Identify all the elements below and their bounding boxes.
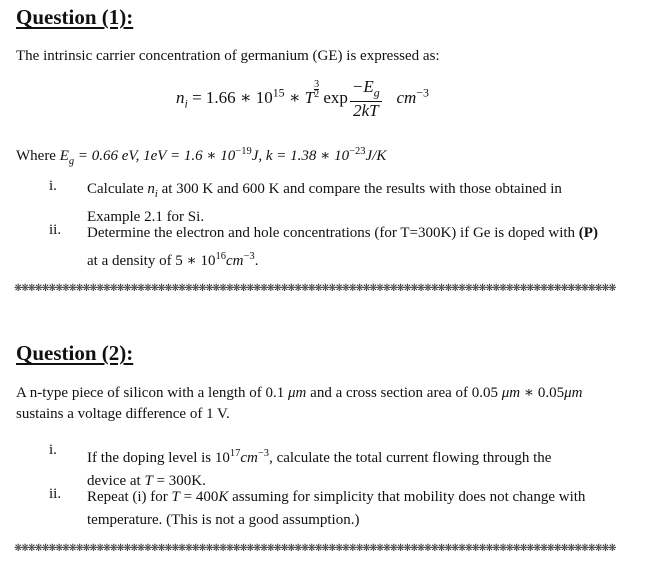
q1-item-ii-number: ii.	[49, 222, 62, 238]
separator-1: ❋❋❋❋❋❋❋❋❋❋❋❋❋❋❋❋❋❋❋❋❋❋❋❋❋❋❋❋❋❋❋❋❋❋❋❋❋❋❋❋❋❋❋❋❋❋❋❋❋❋❋❋❋❋❋❋❋❋❋❋❋❋❋❋❋❋❋❋❋❋❋❋❋❋❋❋❋❋❋❋❋❋❋❋❋❋❋❋	[14, 283, 615, 294]
question-2-intro: A n-type piece of silicon with a length of 0.1 μm and a cross section area of 0.05 μm ∗ 0.05μm sustains a voltage difference of 1 V.	[16, 385, 583, 422]
q1-item-i-text: Calculate $n_i$ at 300 K and 600 K and compare the results with those obtained in Example 2.1 for Si.	[87, 181, 562, 225]
separator-2: ❋❋❋❋❋❋❋❋❋❋❋❋❋❋❋❋❋❋❋❋❋❋❋❋❋❋❋❋❋❋❋❋❋❋❋❋❋❋❋❋❋❋❋❋❋❋❋❋❋❋❋❋❋❋❋❋❋❋❋❋❋❋❋❋❋❋❋❋❋❋❋❋❋❋❋❋❋❋❋❋❋❋❋❋❋❋❋❋	[14, 543, 615, 554]
question-1-title: Question (1):	[16, 5, 134, 29]
q2-item-i-number: i.	[49, 442, 57, 458]
q2-item-i-text: If the doping level is $10^{17}cm^{-3}$, calculate the total current flowing through the device at T = 300K.	[87, 448, 552, 489]
carrier-concentration-formula: $n_i = 1.66$ ∗ $10^{15}$ ∗ T $\frac{3}{2}$ exp $\frac{-E_g}{2kT}$ $cm^{-3}$	[176, 77, 429, 121]
q1-item-i-number: i.	[49, 178, 57, 194]
q2-item-ii-text: Repeat (i) for T = 400K assuming for simplicity that mobility does not change with temperature. (This is not a good assumption.)	[87, 489, 586, 528]
question-1-intro: The intrinsic carrier concentration of germanium (GE) is expressed as:	[16, 48, 440, 64]
where-constants: Where $E_g = 0.66$ eV, 1eV = 1.6 ∗ $10^{-19}J$, k = 1.38 ∗ $10^{-23}J/K$	[16, 146, 387, 167]
q1-item-ii-text: Determine the electron and hole concentrations (for T=300K) if Ge is doped with (P) at a density of 5 ∗ $10^{16}cm^{-3}$.	[87, 225, 598, 269]
question-2-title: Question (2):	[16, 341, 134, 365]
q2-item-ii-number: ii.	[49, 486, 62, 502]
